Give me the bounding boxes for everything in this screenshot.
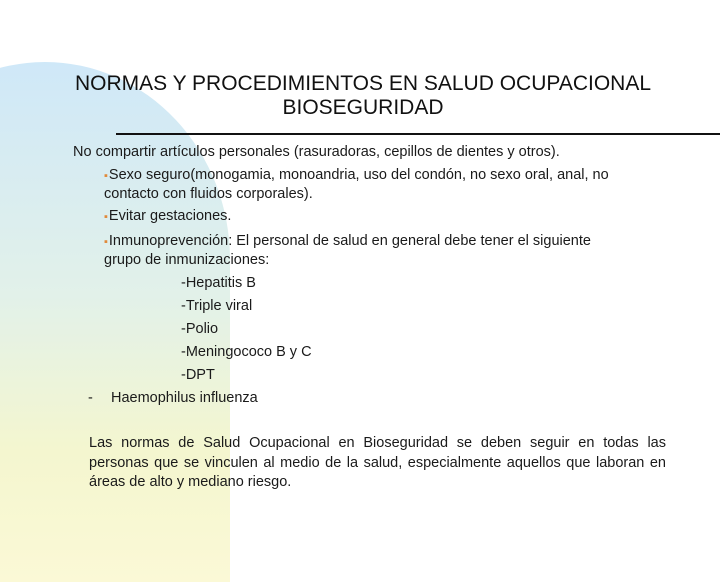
title-divider [116,133,720,135]
bullet-inmuno-text: Inmunoprevención: El personal de salud en general debe tener el siguiente [108,233,591,249]
bullet-gestaciones [104,207,231,226]
title-line-2: BIOSEGURIDAD [282,96,444,119]
vaccine-item: -Triple viral [181,298,253,314]
bullet-inmuno-line-2: grupo de inmunizaciones: [104,252,270,268]
intro-text: No compartir artículos personales (rasuradoras, cepillos de dientes y otros). [73,144,560,160]
closing-paragraph: Las normas de Salud Ocupacional en Bioseguridad se deben seguir en todas las personas que se vinculen al medio de la salud, especialmente aquellos que laboran en áreas de alto y mediano riesgo. [89,435,666,490]
vaccine-item: -DPT [181,367,215,383]
title-line-1: NORMAS Y PROCEDIMIENTOS EN SALUD OCUPACIONAL [74,72,652,95]
vaccine-item: -Hepatitis B [181,275,256,291]
bullet-icon: ▪ [104,236,108,248]
bullet-inmuno-line-1 [104,232,591,251]
last-item-dash: - [88,390,93,406]
bullet-gestaciones-text: Evitar gestaciones. [108,208,232,224]
bullet-icon: ▪ [104,211,108,223]
bullet-sexo-line-1 [104,166,609,185]
vaccine-item: -Meningococo B y C [181,344,312,360]
page-title [0,72,720,120]
bullet-sexo-line-2: contacto con fluidos corporales). [104,186,313,202]
vaccine-item: -Polio [181,321,219,337]
bullet-sexo-text: Sexo seguro(monogamia, monoandria, uso del condón, no sexo oral, anal, no [108,167,609,183]
bullet-icon: ▪ [104,170,108,182]
last-item-text: Haemophilus influenza [111,390,258,406]
